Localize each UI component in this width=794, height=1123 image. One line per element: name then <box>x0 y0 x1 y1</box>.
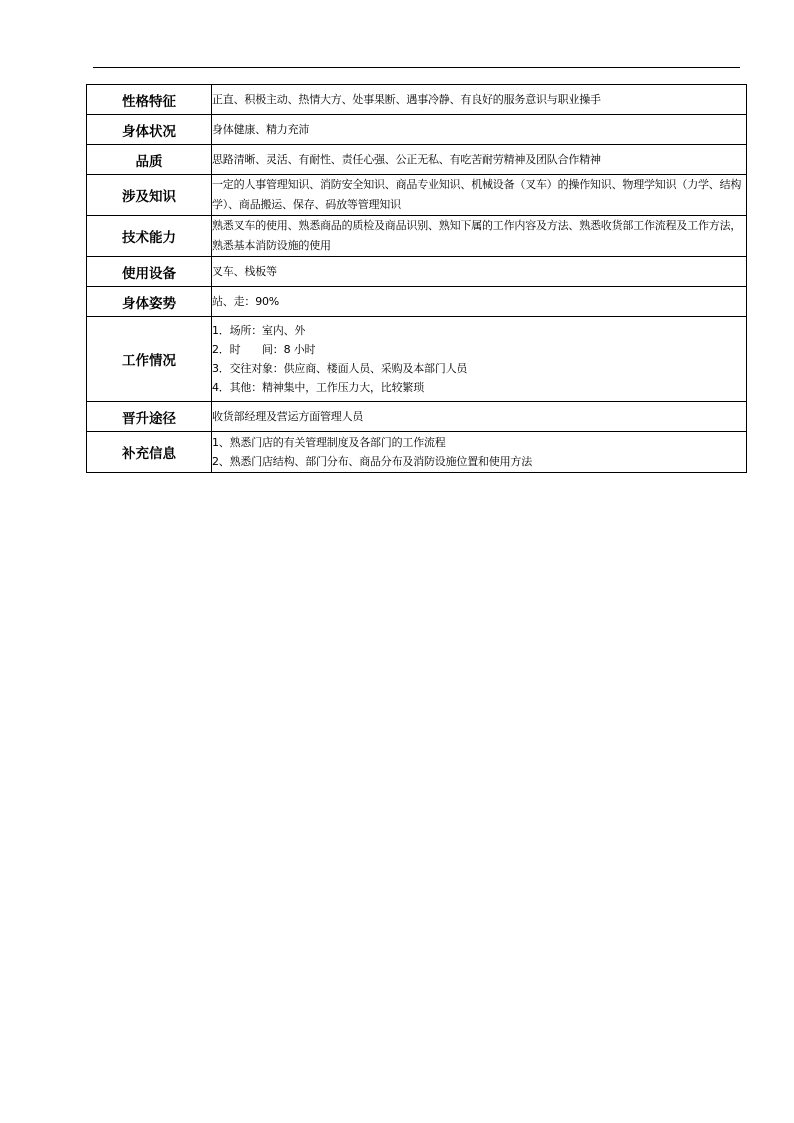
value-line: 1、熟悉门店的有关管理制度及各部门的工作流程 <box>212 436 446 449</box>
row-value <box>212 317 747 402</box>
table-row <box>87 432 747 473</box>
row-label: 身体状况 <box>87 115 212 145</box>
table-row <box>87 216 747 257</box>
value-line: 1．场所：室内、外 <box>212 324 306 337</box>
row-value <box>212 175 747 216</box>
row-value <box>212 145 747 175</box>
row-label: 性格特征 <box>87 85 212 115</box>
row-label: 工作情况 <box>87 317 212 402</box>
table-row <box>87 317 747 402</box>
table-row <box>87 85 747 115</box>
table-row <box>87 115 747 145</box>
value-line: 2、熟悉门店结构、部门分布、商品分布及消防设施位置和使用方法 <box>212 455 532 468</box>
value-line: 站、走：90% <box>212 295 280 308</box>
row-label: 品质 <box>87 145 212 175</box>
table-row <box>87 402 747 432</box>
value-line: 身体健康、精力充沛 <box>212 123 310 136</box>
table-row <box>87 287 747 317</box>
value-line: 收货部经理及营运方面管理人员 <box>212 410 364 423</box>
row-label: 技术能力 <box>87 216 212 257</box>
row-label: 晋升途径 <box>87 402 212 432</box>
value-line: 思路清晰、灵活、有耐性、责任心强、公正无私、有吃苦耐劳精神及团队合作精神 <box>212 153 601 166</box>
table-row <box>87 145 747 175</box>
table-row <box>87 257 747 287</box>
row-label: 使用设备 <box>87 257 212 287</box>
header-rule <box>93 67 740 68</box>
row-label: 身体姿势 <box>87 287 212 317</box>
table-row <box>87 175 747 216</box>
row-label: 补充信息 <box>87 432 212 473</box>
row-value <box>212 287 747 317</box>
value-text: 一定的人事管理知识、消防安全知识、商品专业知识、机械设备（叉车）的操作知识、物理学知识（力学、结构学）、商品搬运、保存、码放等管理知识 <box>212 178 742 211</box>
row-value <box>212 432 747 473</box>
job-description-table <box>86 84 747 473</box>
value-line: 2．时 间：8 小时 <box>212 343 316 356</box>
row-value <box>212 257 747 287</box>
value-line: 3．交往对象：供应商、楼面人员、采购及本部门人员 <box>212 362 468 375</box>
row-label: 涉及知识 <box>87 175 212 216</box>
row-value <box>212 216 747 257</box>
row-value <box>212 402 747 432</box>
row-value <box>212 115 747 145</box>
row-value <box>212 85 747 115</box>
value-line: 4．其他：精神集中，工作压力大，比较繁琐 <box>212 381 424 394</box>
value-line: 叉车、栈板等 <box>212 265 277 278</box>
value-line: 正直、积极主动、热情大方、处事果断、遇事冷静、有良好的服务意识与职业操手 <box>212 93 601 106</box>
value-text: 熟悉叉车的使用、熟悉商品的质检及商品识别、熟知下属的工作内容及方法、熟悉收货部工作流程及工作方法，熟悉基本消防设施的使用 <box>212 219 742 252</box>
